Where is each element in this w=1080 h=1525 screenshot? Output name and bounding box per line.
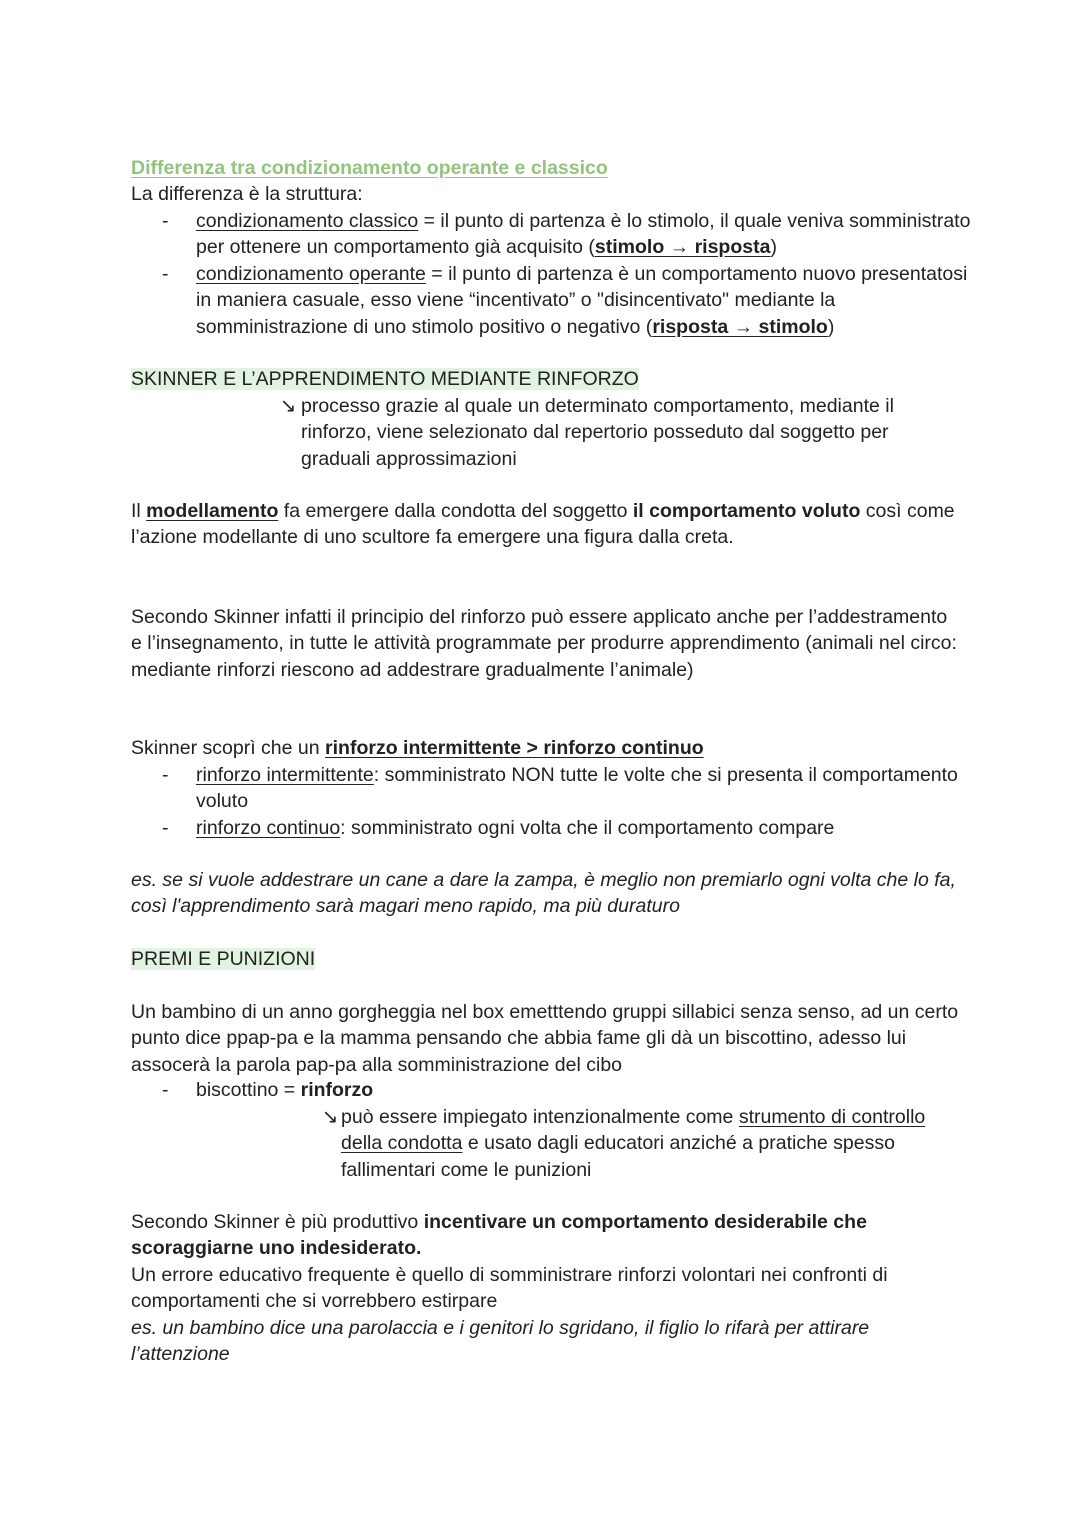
section1-list: [131, 208, 981, 340]
section1-intro: La differenza è la struttura:: [131, 183, 363, 205]
paragraph-bambino: Un bambino di un anno gorgheggia nel box emetttendo gruppi sillabici senza senso, ad un certo punto dice ppap-pa e la mamma pensando che abbia fame gli dà un biscottino, adesso lui assocerà la parola pap-pa alla somministrazione del cibo: [131, 1001, 959, 1076]
text-operante: = il punto di partenza è un comportamento nuovo presentatosi in maniera casuale, esso viene “incentivato” o "disincentivato" mediante la somministrazione di uno stimolo positivo o negativo (: [196, 262, 968, 338]
arrow-icon: ↘: [280, 395, 297, 417]
text-classico: = il punto di partenza è lo stimolo, il quale veniva somministrato per ottenere un comportamento già acquisito (: [196, 210, 971, 259]
example-cane: es. se si vuole addestrare un cane a dare la zampa, è meglio non premiarlo ogni volta che lo fa, così l'apprendimento sarà magari meno rapido, ma più duraturo: [131, 869, 956, 918]
term-modellamento: modellamento: [146, 500, 279, 522]
paragraph-errore: Un errore educativo frequente è quello di somministrare rinforzi volontari nei confronti di comportamenti che si vorrebbero estirpare: [131, 1264, 888, 1313]
term-intermittente: rinforzo intermittente: [196, 764, 374, 786]
list-item-classico: [131, 208, 981, 261]
close-paren: ): [827, 315, 835, 338]
formula-rinforzo: rinforzo intermittente > rinforzo continuo: [325, 737, 704, 759]
list-item-continuo: [131, 815, 981, 841]
arrow-note-processo: [280, 393, 920, 472]
text-continuo: : somministrato ogni volta che il comportamento compare: [340, 816, 835, 839]
term-rinforzo: rinforzo: [300, 1079, 374, 1101]
example-parolaccia: es. un bambino dice una parolaccia e i genitori lo sgridano, il figlio lo rifarà per attirare l’attenzione: [131, 1317, 870, 1366]
biscottino-list: [131, 1077, 961, 1103]
text-intermittente: : somministrato NON tutte le volte che si presenta il comportamento voluto: [196, 764, 958, 813]
heading-link[interactable]: Differenza tra condizionamento operante e classico: [131, 157, 608, 179]
term-comportamento-voluto: il comportamento voluto: [632, 500, 861, 522]
heading-premi: PREMI E PUNIZIONI: [131, 948, 316, 970]
text-span: e usato dagli educatori anziché a pratiche spesso fallimentari come le punizioni: [341, 1132, 895, 1181]
text-span: biscottino =: [196, 1079, 301, 1101]
term-classico: condizionamento classico: [196, 210, 419, 232]
heading-skinner: SKINNER E L’APPRENDIMENTO MEDIANTE RINFORZO: [131, 368, 639, 390]
term-incentivare: incentivare un comportamento desiderabile che scoraggiarne uno indesiderato: [131, 1211, 867, 1260]
text-span: così come l’azione modellante di uno scultore fa emergere una figura dalla creta.: [131, 500, 955, 549]
text-span: può essere impiegato intenzionalmente come: [341, 1106, 739, 1128]
paragraph-modellamento: [131, 498, 961, 551]
note-strumento: [322, 1104, 952, 1183]
text-span: Secondo Skinner è più produttivo: [131, 1211, 424, 1233]
section-heading-premi: [131, 946, 961, 972]
close-paren: ): [770, 236, 777, 259]
arrow-note-strumento: [322, 1104, 952, 1183]
section-heading-differenza: [131, 155, 961, 181]
section-heading-skinner: [131, 366, 961, 392]
rinforzo-list: [131, 762, 981, 841]
list-item-biscottino: [131, 1077, 961, 1103]
text-span: Il: [131, 500, 147, 522]
term-strumento: strumento di controllo della condotta: [341, 1106, 926, 1155]
paragraph-produttivo: [131, 1209, 931, 1262]
text-span: .: [415, 1237, 422, 1260]
list-item-operante: [131, 261, 981, 340]
term-operante: condizionamento operante: [196, 262, 426, 285]
text-span: Skinner scoprì che un: [131, 737, 326, 759]
formula-operante: risposta → stimolo: [652, 315, 828, 338]
formula-classico: stimolo → risposta: [594, 236, 771, 259]
arrow-icon: ↘: [322, 1106, 339, 1128]
list-item-intermittente: [131, 762, 981, 815]
term-continuo: rinforzo continuo: [196, 816, 341, 839]
paragraph-principio-rinforzo: Secondo Skinner infatti il principio del rinforzo può essere applicato anche per l’addestramento e l’insegnamento, in tutte le attività programmate per produrre apprendimento (animali nel circo: mediante rinforzi riescono ad addestrare gradualmente l’animale): [131, 606, 957, 681]
note-processo: processo grazie al quale un determinato comportamento, mediante il rinforzo, viene selezionato dal repertorio posseduto dal soggetto per graduali approssimazioni: [301, 395, 894, 470]
text-span: fa emergere dalla condotta del soggetto: [278, 500, 633, 522]
paragraph-skinner-scopri: [131, 735, 961, 761]
